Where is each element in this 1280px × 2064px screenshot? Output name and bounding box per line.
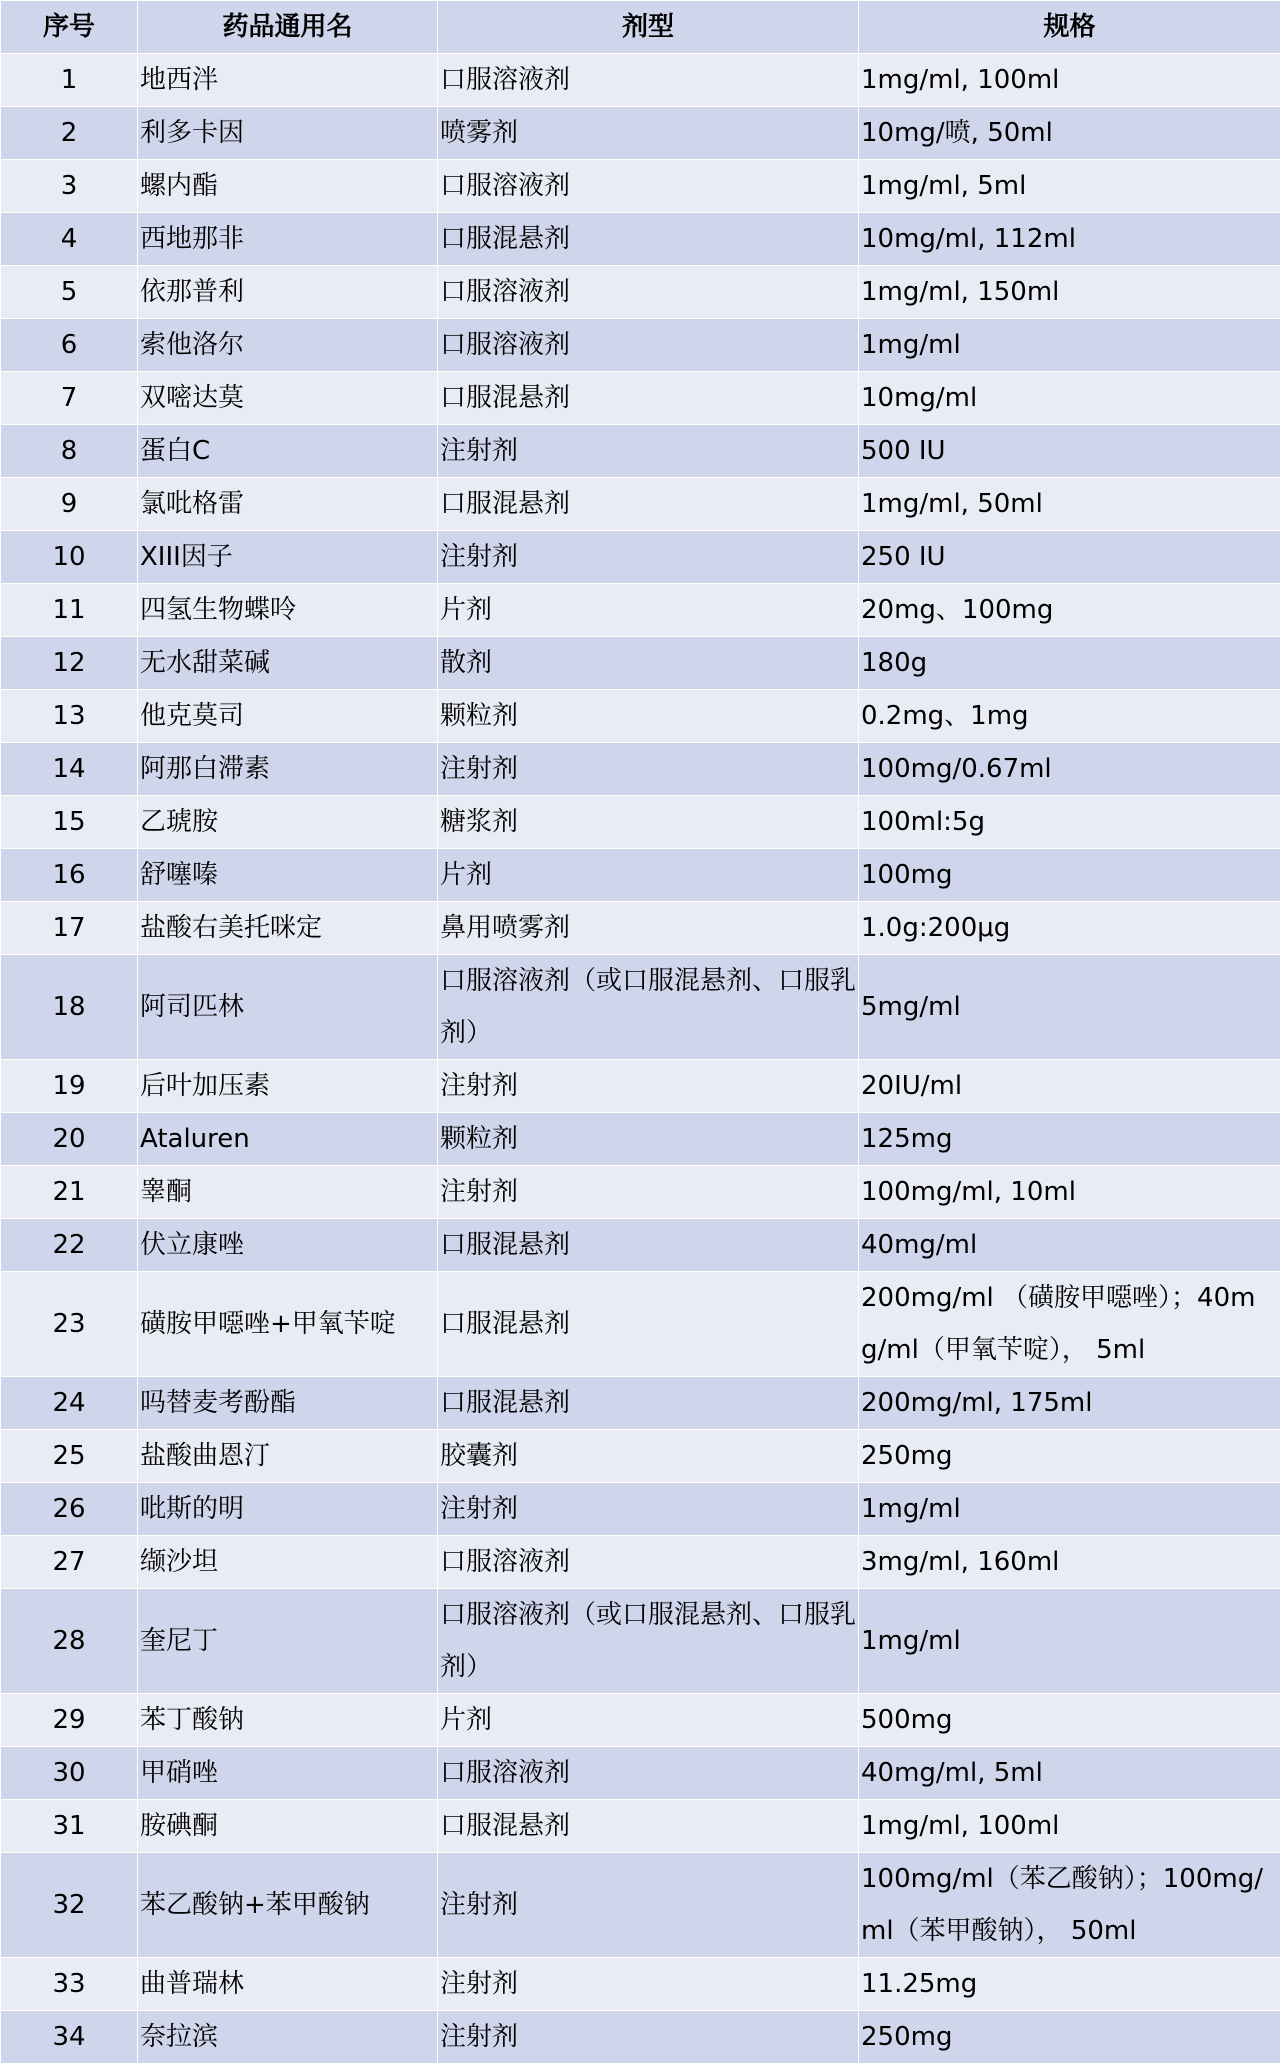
table-row [1,743,1280,796]
cell-specification: 10mg/ml [859,372,1280,425]
table-row [1,1958,1280,2011]
table-row [1,796,1280,849]
table-row [1,1166,1280,1219]
table-row [1,584,1280,637]
cell-dosage-form: 口服溶液剂 [438,1747,859,1800]
cell-drug-name: 胺碘酮 [138,1800,438,1853]
cell-specification: 1mg/ml [859,1483,1280,1536]
cell-drug-name: XIII因子 [138,531,438,584]
cell-drug-name: 西地那非 [138,213,438,266]
table-row [1,213,1280,266]
cell-drug-name: 蛋白C [138,425,438,478]
cell-specification: 1mg/ml, 150ml [859,266,1280,319]
cell-specification: 1mg/ml [859,1589,1280,1694]
cell-index: 33 [1,1958,138,2011]
cell-dosage-form: 胶囊剂 [438,1430,859,1483]
cell-index: 16 [1,849,138,902]
cell-dosage-form: 注射剂 [438,1958,859,2011]
cell-drug-name: 睾酮 [138,1166,438,1219]
cell-drug-name: 地西泮 [138,54,438,107]
cell-drug-name: 阿那白滞素 [138,743,438,796]
cell-drug-name: 乙琥胺 [138,796,438,849]
cell-drug-name: 吗替麦考酚酯 [138,1377,438,1430]
cell-dosage-form: 糖浆剂 [438,796,859,849]
table-row [1,1060,1280,1113]
cell-drug-name: 氯吡格雷 [138,478,438,531]
cell-index: 19 [1,1060,138,1113]
cell-drug-name: 利多卡因 [138,107,438,160]
table-header [1,1,1280,54]
cell-drug-name: 吡斯的明 [138,1483,438,1536]
cell-index: 3 [1,160,138,213]
cell-dosage-form: 口服溶液剂（或口服混悬剂、口服乳剂） [438,1589,859,1694]
cell-index: 11 [1,584,138,637]
cell-drug-name: 盐酸曲恩汀 [138,1430,438,1483]
cell-index: 13 [1,690,138,743]
cell-specification: 200mg/ml, 175ml [859,1377,1280,1430]
cell-index: 30 [1,1747,138,1800]
cell-drug-name: 缬沙坦 [138,1536,438,1589]
cell-specification: 250mg [859,2011,1280,2064]
cell-dosage-form: 注射剂 [438,1166,859,1219]
cell-drug-name: 甲硝唑 [138,1747,438,1800]
table-row [1,690,1280,743]
cell-specification: 180g [859,637,1280,690]
cell-dosage-form: 注射剂 [438,531,859,584]
cell-index: 18 [1,955,138,1060]
cell-dosage-form: 颗粒剂 [438,690,859,743]
cell-dosage-form: 口服溶液剂（或口服混悬剂、口服乳剂） [438,955,859,1060]
cell-drug-name: 螺内酯 [138,160,438,213]
cell-index: 5 [1,266,138,319]
cell-dosage-form: 口服溶液剂 [438,54,859,107]
cell-index: 15 [1,796,138,849]
cell-dosage-form: 鼻用喷雾剂 [438,902,859,955]
cell-index: 31 [1,1800,138,1853]
cell-specification: 125mg [859,1113,1280,1166]
cell-specification: 100mg/ml（苯乙酸钠）；100mg/ml（苯甲酸钠）， 50ml [859,1853,1280,1958]
table-row [1,1483,1280,1536]
cell-specification: 250 IU [859,531,1280,584]
cell-specification: 3mg/ml, 160ml [859,1536,1280,1589]
cell-dosage-form: 口服混悬剂 [438,1272,859,1377]
cell-specification: 10mg/喷, 50ml [859,107,1280,160]
cell-dosage-form: 散剂 [438,637,859,690]
header-dosage-form: 剂型 [438,1,859,54]
cell-drug-name: 双嘧达莫 [138,372,438,425]
table-row [1,531,1280,584]
cell-specification: 1mg/ml [859,319,1280,372]
cell-dosage-form: 口服混悬剂 [438,478,859,531]
cell-index: 21 [1,1166,138,1219]
cell-dosage-form: 注射剂 [438,2011,859,2064]
cell-specification: 0.2mg、1mg [859,690,1280,743]
cell-dosage-form: 喷雾剂 [438,107,859,160]
cell-specification: 1mg/ml, 5ml [859,160,1280,213]
cell-dosage-form: 注射剂 [438,1483,859,1536]
cell-dosage-form: 口服混悬剂 [438,1377,859,1430]
table-row [1,1747,1280,1800]
cell-dosage-form: 片剂 [438,584,859,637]
header-index: 序号 [1,1,138,54]
cell-drug-name: 索他洛尔 [138,319,438,372]
table-row [1,2011,1280,2064]
cell-drug-name: 奈拉滨 [138,2011,438,2064]
table-row [1,1694,1280,1747]
table-row [1,425,1280,478]
cell-specification: 1mg/ml, 100ml [859,1800,1280,1853]
table-row [1,1219,1280,1272]
cell-dosage-form: 注射剂 [438,1853,859,1958]
cell-index: 4 [1,213,138,266]
table-row [1,478,1280,531]
cell-drug-name: 阿司匹林 [138,955,438,1060]
table-row [1,1800,1280,1853]
table-row [1,319,1280,372]
cell-dosage-form: 口服溶液剂 [438,319,859,372]
cell-drug-name: 无水甜菜碱 [138,637,438,690]
cell-drug-name: 伏立康唑 [138,1219,438,1272]
cell-specification: 1.0g:200μg [859,902,1280,955]
cell-drug-name: 苯丁酸钠 [138,1694,438,1747]
cell-index: 1 [1,54,138,107]
table-row [1,372,1280,425]
cell-index: 27 [1,1536,138,1589]
cell-specification: 100mg [859,849,1280,902]
cell-index: 26 [1,1483,138,1536]
cell-index: 22 [1,1219,138,1272]
cell-index: 17 [1,902,138,955]
cell-index: 23 [1,1272,138,1377]
cell-dosage-form: 口服溶液剂 [438,266,859,319]
cell-specification: 200mg/ml （磺胺甲噁唑）；40mg/ml（甲氧苄啶）， 5ml [859,1272,1280,1377]
cell-drug-name: 他克莫司 [138,690,438,743]
cell-dosage-form: 注射剂 [438,425,859,478]
cell-drug-name: 盐酸右美托咪定 [138,902,438,955]
cell-index: 7 [1,372,138,425]
cell-specification: 20mg、100mg [859,584,1280,637]
table-row [1,1853,1280,1958]
cell-index: 14 [1,743,138,796]
cell-specification: 1mg/ml, 100ml [859,54,1280,107]
cell-specification: 40mg/ml [859,1219,1280,1272]
cell-dosage-form: 口服混悬剂 [438,1800,859,1853]
cell-index: 9 [1,478,138,531]
table-row [1,107,1280,160]
cell-index: 12 [1,637,138,690]
table-row [1,160,1280,213]
table-row [1,1430,1280,1483]
table-row [1,849,1280,902]
cell-specification: 40mg/ml, 5ml [859,1747,1280,1800]
table-row [1,902,1280,955]
cell-index: 2 [1,107,138,160]
cell-drug-name: 磺胺甲噁唑+甲氧苄啶 [138,1272,438,1377]
cell-index: 34 [1,2011,138,2064]
cell-index: 6 [1,319,138,372]
cell-dosage-form: 口服溶液剂 [438,160,859,213]
cell-drug-name: 舒噻嗪 [138,849,438,902]
cell-index: 28 [1,1589,138,1694]
table-row [1,1589,1280,1694]
cell-drug-name: 苯乙酸钠+苯甲酸钠 [138,1853,438,1958]
header-row [1,1,1280,54]
cell-index: 20 [1,1113,138,1166]
table-body [1,54,1280,2064]
cell-index: 24 [1,1377,138,1430]
cell-index: 8 [1,425,138,478]
cell-index: 32 [1,1853,138,1958]
cell-dosage-form: 片剂 [438,849,859,902]
header-drug-name: 药品通用名 [138,1,438,54]
table-row [1,955,1280,1060]
cell-specification: 500mg [859,1694,1280,1747]
cell-specification: 100ml:5g [859,796,1280,849]
cell-dosage-form: 颗粒剂 [438,1113,859,1166]
cell-specification: 250mg [859,1430,1280,1483]
table-row [1,266,1280,319]
table-row [1,1272,1280,1377]
table-row [1,1113,1280,1166]
cell-specification: 500 IU [859,425,1280,478]
cell-specification: 20IU/ml [859,1060,1280,1113]
cell-drug-name: 四氢生物蝶呤 [138,584,438,637]
cell-specification: 1mg/ml, 50ml [859,478,1280,531]
cell-specification: 100mg/0.67ml [859,743,1280,796]
cell-drug-name: 曲普瑞林 [138,1958,438,2011]
cell-drug-name: 后叶加压素 [138,1060,438,1113]
table-row [1,54,1280,107]
cell-dosage-form: 口服混悬剂 [438,372,859,425]
cell-dosage-form: 注射剂 [438,743,859,796]
cell-specification: 11.25mg [859,1958,1280,2011]
table-row [1,1377,1280,1430]
table-row [1,1536,1280,1589]
cell-dosage-form: 口服混悬剂 [438,213,859,266]
cell-drug-name: 奎尼丁 [138,1589,438,1694]
cell-specification: 5mg/ml [859,955,1280,1060]
cell-dosage-form: 注射剂 [438,1060,859,1113]
cell-dosage-form: 口服混悬剂 [438,1219,859,1272]
cell-drug-name: 依那普利 [138,266,438,319]
cell-dosage-form: 片剂 [438,1694,859,1747]
cell-index: 29 [1,1694,138,1747]
cell-index: 10 [1,531,138,584]
cell-dosage-form: 口服溶液剂 [438,1536,859,1589]
cell-specification: 10mg/ml, 112ml [859,213,1280,266]
header-specification: 规格 [859,1,1280,54]
cell-specification: 100mg/ml, 10ml [859,1166,1280,1219]
table-row [1,637,1280,690]
cell-drug-name: Ataluren [138,1113,438,1166]
cell-index: 25 [1,1430,138,1483]
